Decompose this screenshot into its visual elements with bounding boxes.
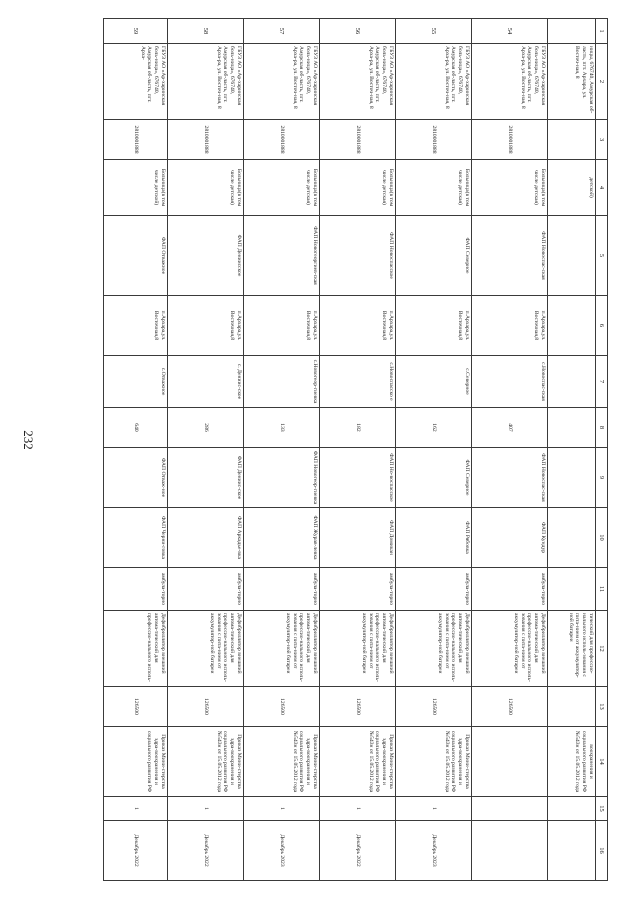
status-cell: амбула-торно	[472, 568, 548, 611]
organization-cell: ГБУЗ АО «Ар-харинская боль-ница», 676740, Амурская об-ласть, пгт. Арха-	[104, 44, 168, 120]
fap-real-cell: ФАП Аркадье-вка	[168, 508, 244, 568]
address-cell: п.Архара,ул. Восточная,8	[320, 296, 396, 356]
organization-cell: ГБУЗ АО «Ар-харинская боль-ница», 676740, Амурская об-ласть, пгт. Арха-ра, ул. Восточ-ная, 8	[472, 44, 548, 120]
fap-name-cell: ФАП Дениис-ское	[168, 448, 244, 508]
row-number-cell: 59	[104, 19, 168, 44]
price-cell: 126500	[244, 687, 320, 727]
device-cell: Дефибриллятор внешний автома-тический для профессио-нального исполь-зования с пита-нием от аккумулятор-ной батареи	[320, 611, 396, 687]
column-number-row	[596, 19, 608, 881]
medical-equipment-table	[103, 18, 608, 881]
quantity-cell: 1	[244, 797, 320, 821]
address-cell: п.Архара,ул. Восточная,8	[168, 296, 244, 356]
date-cell: Декабрь 2022	[104, 821, 168, 881]
device-cell: Дефибриллятор внешний автома-тический для профессио-нального исполь-зования с пита-нием от аккумулятор-ной батареи	[472, 611, 548, 687]
fap-name-cell: ФАП Отваж-ное	[104, 448, 168, 508]
address-cell: п.Архара,ул. Восточная,8	[244, 296, 320, 356]
locality-cell: с.Отважное	[104, 356, 168, 408]
order-cell	[472, 727, 548, 797]
organization-cell: ГБУЗ АО «Ар-харинская боль-ница», 676740, Амурская об-ласть, пгт. Арха-ра, ул. Восточ-ная, 8	[396, 44, 472, 120]
organization-cell: ГБУЗ АО «Ар-харинская боль-ница», 676740, Амурская об-ласть, пгт. Арха-ра, ул. Восточ-ная, 8	[168, 44, 244, 120]
date-cell: Декабрь 2023	[396, 821, 472, 881]
address-cell: п.Архара,ул. Восточная,8	[104, 296, 168, 356]
quantity-cell: 1	[396, 797, 472, 821]
organization-cell: ницы, 676740, Амурская об-ласть, пгт. Архара, ул. Восточ-ная, 8	[548, 44, 596, 120]
row-number-cell: 58	[168, 19, 244, 44]
row-number-cell: 57	[244, 19, 320, 44]
fap-cell: ФАП Новоспасское	[320, 216, 396, 296]
device-cell: Дефибриллятор внешний автома-тический для профессио-нального исполь-зования с пита-нием от аккумулятор-ной батареи	[244, 611, 320, 687]
table-cell	[548, 687, 596, 727]
table-cell	[548, 508, 596, 568]
population-cell: 286	[168, 408, 244, 448]
price-cell: 126500	[472, 687, 548, 727]
column-header: 16	[596, 821, 608, 881]
order-cell: Приказ Мини-стерства здра-воохранения и социального развития РФ №543н от 15.05.2012 года	[244, 727, 320, 797]
price-cell: 126500	[320, 687, 396, 727]
ogrn-cell: 2810001888	[396, 120, 472, 160]
fap-real-cell: ФАП Домикан	[320, 508, 396, 568]
table-row	[244, 19, 320, 881]
row-number-cell: 54	[472, 19, 548, 44]
table-cell	[548, 408, 596, 448]
locality-cell: с.Северное	[396, 356, 472, 408]
column-header: 11	[596, 568, 608, 611]
column-header: 7	[596, 356, 608, 408]
table-cell	[548, 797, 596, 821]
rotated-table-stage	[103, 18, 608, 880]
price-cell: 126500	[168, 687, 244, 727]
column-header: 10	[596, 508, 608, 568]
row-number-cell: 56	[320, 19, 396, 44]
status-cell: амбула-торно	[396, 568, 472, 611]
table-cell: детской)	[548, 160, 596, 216]
date-cell: Декабрь 2023	[244, 821, 320, 881]
locality-cell: с. Дениис-ское	[168, 356, 244, 408]
table-cell	[548, 120, 596, 160]
column-header: 2	[596, 44, 608, 120]
price-cell: 126500	[396, 687, 472, 727]
organization-cell: ГБУЗ АО «Ар-харинская боль-ница», 676740, Амурская об-ласть, пгт. Арха-ра, ул. Восточ-ная, 8	[320, 44, 396, 120]
fap-name-cell: ФАП Но-воспасское	[320, 448, 396, 508]
fap-name-cell: ФАП Новогеор-гиевка	[244, 448, 320, 508]
device-cell: Дефибриллятор внешний автома-тический для профессио-нального исполь-	[104, 611, 168, 687]
date-cell: Декабрь 2022	[168, 821, 244, 881]
table-cell	[548, 821, 596, 881]
fap-cell: ФАП Новогеоргиев-ская	[244, 216, 320, 296]
ogrn-cell: 2810001888	[320, 120, 396, 160]
ogrn-cell: 2810001888	[472, 120, 548, 160]
table-cell	[548, 356, 596, 408]
price-cell: 126500	[104, 687, 168, 727]
column-header: 15	[596, 797, 608, 821]
fap-cell: ФАП Северное	[396, 216, 472, 296]
order-cell: воохранения и социального развития РФ №543н от 15.05.2012 года	[548, 727, 596, 797]
column-header: 4	[596, 160, 608, 216]
table-cell	[548, 568, 596, 611]
ogrn-cell: 2810001888	[168, 120, 244, 160]
table-row	[396, 19, 472, 881]
order-cell: Приказ Мини-стерства здра-воохранения и социального развития РФ №543н от 15.05.2012 года	[168, 727, 244, 797]
population-cell: 133	[244, 408, 320, 448]
row-number-cell: 55	[396, 19, 472, 44]
population-cell: 640	[104, 408, 168, 448]
column-header: 1	[596, 19, 608, 44]
table-row	[472, 19, 548, 881]
population-cell: 162	[396, 408, 472, 448]
date-cell	[472, 821, 548, 881]
population-cell: 407	[472, 408, 548, 448]
column-header: 12	[596, 611, 608, 687]
facility-type-cell: Больница(в том числе детская)	[244, 160, 320, 216]
status-cell: амбула-торно	[320, 568, 396, 611]
facility-type-cell: Больница(в том числе детская)	[396, 160, 472, 216]
order-cell: Приказ Мини-стерства здра-воохранения и социального развития РФ	[104, 727, 168, 797]
ogrn-cell: 2810001888	[244, 120, 320, 160]
device-cell: тический для профессио-нального исполь-зования с пита-нием от аккумулятор-ной батареи	[548, 611, 596, 687]
page-number: 232	[21, 430, 36, 450]
population-cell: 182	[320, 408, 396, 448]
address-cell: п.Архара,ул. Восточная,8	[472, 296, 548, 356]
table-cell	[548, 296, 596, 356]
column-header: 8	[596, 408, 608, 448]
ogrn-cell: 2810001888	[104, 120, 168, 160]
column-header: 9	[596, 448, 608, 508]
fap-real-cell: ФАП Кундур	[472, 508, 548, 568]
locality-cell: с.Новоспасско е	[320, 356, 396, 408]
date-cell: Декабрь 2022	[320, 821, 396, 881]
organization-cell: ГБУЗ АО «Ар-харинская боль-ница», 676740, Амурская об-ласть, пгт. Арха-ра, ул. Восточ-ная, 8	[244, 44, 320, 120]
locality-cell: с.Новоспас-ская	[472, 356, 548, 408]
column-header: 13	[596, 687, 608, 727]
device-cell: Дефибриллятор внешний автома-тический для профессио-нального исполь-зования с пита-нием от аккумулятор-ной батареи	[168, 611, 244, 687]
order-cell: Приказ Мини-стерства здра-воохранения и социального развития РФ №543н от 15.05.2012 года	[396, 727, 472, 797]
table-row	[320, 19, 396, 881]
fap-real-cell: ФАП Черни-говка	[104, 508, 168, 568]
column-header: 3	[596, 120, 608, 160]
table-cell	[548, 448, 596, 508]
facility-type-cell: Больница(в том числе детская)	[320, 160, 396, 216]
locality-cell: с.Новогеор-гиевка	[244, 356, 320, 408]
facility-type-cell: Больница(в том числе детской)	[104, 160, 168, 216]
quantity-cell: 1	[320, 797, 396, 821]
table-row	[104, 19, 168, 881]
column-header: 5	[596, 216, 608, 296]
quantity-cell	[472, 797, 548, 821]
order-cell: Приказ Мини-стерства здра-воохранения и социального развития РФ №543н от 15.05.2012 года	[320, 727, 396, 797]
fap-cell: ФАП Отважное	[104, 216, 168, 296]
column-header: 14	[596, 727, 608, 797]
column-header: 6	[596, 296, 608, 356]
facility-type-cell: Больница(в том числе детская)	[168, 160, 244, 216]
fap-real-cell: ФАП Рябовка	[396, 508, 472, 568]
fap-cell: ФАП Дениисское	[168, 216, 244, 296]
status-cell: амбула-торно	[168, 568, 244, 611]
device-cell: Дефибриллятор внешний автома-тический для профессио-нального исполь-зования с пита-нием от аккумулятор-ной батареи	[396, 611, 472, 687]
quantity-cell: 1	[168, 797, 244, 821]
fap-name-cell: ФАП Новоспас-ская	[472, 448, 548, 508]
quantity-cell: 1	[104, 797, 168, 821]
status-cell: амбула-торно	[104, 568, 168, 611]
fap-cell: ФАП Новоспас-ская	[472, 216, 548, 296]
continued-row	[548, 19, 596, 881]
table-cell	[548, 216, 596, 296]
table-row	[168, 19, 244, 881]
table-cell	[548, 19, 596, 44]
fap-name-cell: ФАП Северное	[396, 448, 472, 508]
address-cell: п.Архара,ул. Восточная,8	[396, 296, 472, 356]
facility-type-cell: Больница(в том числе детская)	[472, 160, 548, 216]
status-cell: амбула-торно	[244, 568, 320, 611]
fap-real-cell: ФАП Журав-левка	[244, 508, 320, 568]
